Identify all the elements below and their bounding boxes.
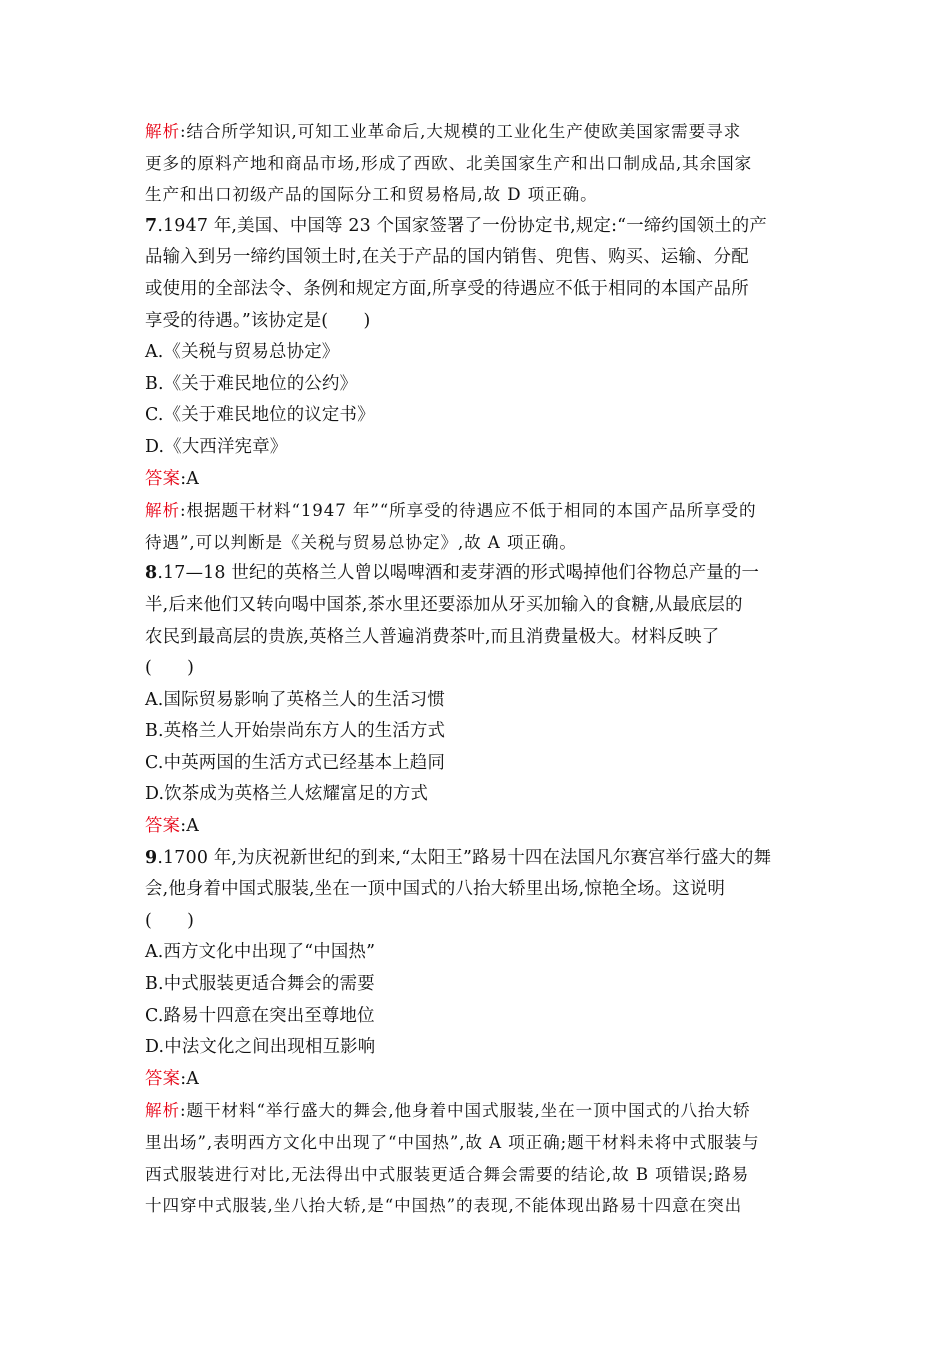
analysis-line: 待遇”,可以判断是《关税与贸易总协定》,故 A 项正确。 [145,532,577,552]
q6-analysis [145,116,810,211]
analysis-line: 里出场”,表明西方文化中出现了“中国热”,故 A 项正确;题干材料未将中式服装与 [145,1133,760,1152]
option-d: D.饮茶成为英格兰人炫耀富足的方式 [145,784,429,805]
analysis-line: 西式服装进行对比,无法得出中式服装更适合舞会需要的结论,故 B 项错误;路易 [145,1164,750,1184]
option-d: D.《大西洋宪章》 [145,436,288,457]
option-b: B.中式服装更适合舞会的需要 [145,974,375,995]
question-stem-line: ( ) [145,658,195,679]
question-stem-line: 7.1947 年,美国、中国等 23 个国家签署了一份协定书,规定:“一缔约国领土的产 [145,215,767,236]
option-c: C.《关于难民地位的议定书》 [145,405,375,426]
question-stem-line: ( ) [145,910,195,931]
question-stem-line: 8.17—18 世纪的英格兰人曾以喝啤酒和麦芽酒的形式喝掉他们谷物总产量的一 [145,563,760,584]
analysis-line: 更多的原料产地和商品市场,形成了西欧、北美国家生产和出口制成品,其余国家 [145,153,753,173]
answer-value: A [186,816,200,837]
analysis-line: 解析:结合所学知识,可知工业革命后,大规模的工业化生产使欧美国家需要寻求 [145,122,742,141]
question-stem-line: 农民到最高层的贵族,英格兰人普遍消费茶叶,而且消费量极大。材料反映了 [145,626,720,647]
option-d: D.中法文化之间出现相互影响 [145,1037,376,1058]
q7-analysis [145,495,810,558]
answer-line: 答案:A [145,1068,200,1089]
question-stem-line: 或使用的全部法令、条例和规定方面,所享受的待遇应不低于相同的本国产品所 [145,278,749,299]
question-7 [145,211,810,559]
question-stem-line: 9.1700 年,为庆祝新世纪的到来,“太阳王”路易十四在法国凡尔赛宫举行盛大的舞 [145,847,772,868]
analysis-label: 解析 [145,501,180,521]
analysis-label: 解析 [145,122,180,141]
analysis-line: 解析:题干材料“举行盛大的舞会,他身着中国式服装,坐在一顶中国式的八抬大轿 [145,1101,751,1121]
answer-label: 答案 [145,1068,181,1089]
option-c: C.中英两国的生活方式已经基本上趋同 [145,752,446,773]
analysis-line: 生产和出口初级产品的国际分工和贸易格局,故 D 项正确。 [145,185,598,205]
analysis-label: 解析 [145,1101,180,1121]
question-number: 8 [145,563,158,584]
question-stem-line: 品输入到另一缔约国领土时,在关于产品的国内销售、兜售、购买、运输、分配 [145,247,749,268]
analysis-line: 十四穿中式服装,坐八抬大轿,是“中国热”的表现,不能体现出路易十四意在突出 [145,1196,743,1216]
q9-analysis [145,1095,810,1221]
document-page [145,116,810,1222]
option-a: A.西方文化中出现了“中国热” [145,942,376,963]
option-a: A.《关税与贸易总协定》 [145,342,340,363]
analysis-line: 解析:根据题干材料“1947 年”“所享受的待遇应不低于相同的本国产品所享受的 [145,501,757,521]
question-number: 7 [145,215,158,236]
answer-value: A [186,1068,200,1089]
answer-line: 答案:A [145,468,200,489]
answer-value: A [186,468,200,489]
question-9 [145,843,810,1222]
answer-label: 答案 [145,816,181,837]
option-b: B.英格兰人开始崇尚东方人的生活方式 [145,721,446,742]
option-a: A.国际贸易影响了英格兰人的生活习惯 [145,689,445,710]
question-stem-line: 会,他身着中国式服装,坐在一顶中国式的八抬大轿里出场,惊艳全场。这说明 [145,879,726,900]
question-stem-line: 半,后来他们又转向喝中国茶,茶水里还要添加从牙买加输入的食糖,从最底层的 [145,594,743,615]
answer-label: 答案 [145,468,181,489]
option-b: B.《关于难民地位的公约》 [145,373,358,394]
question-stem-line: 享受的待遇。”该协定是( ) [145,310,371,331]
question-number: 9 [145,847,158,868]
option-c: C.路易十四意在突出至尊地位 [145,1005,375,1026]
answer-line: 答案:A [145,816,200,837]
question-8 [145,558,810,842]
